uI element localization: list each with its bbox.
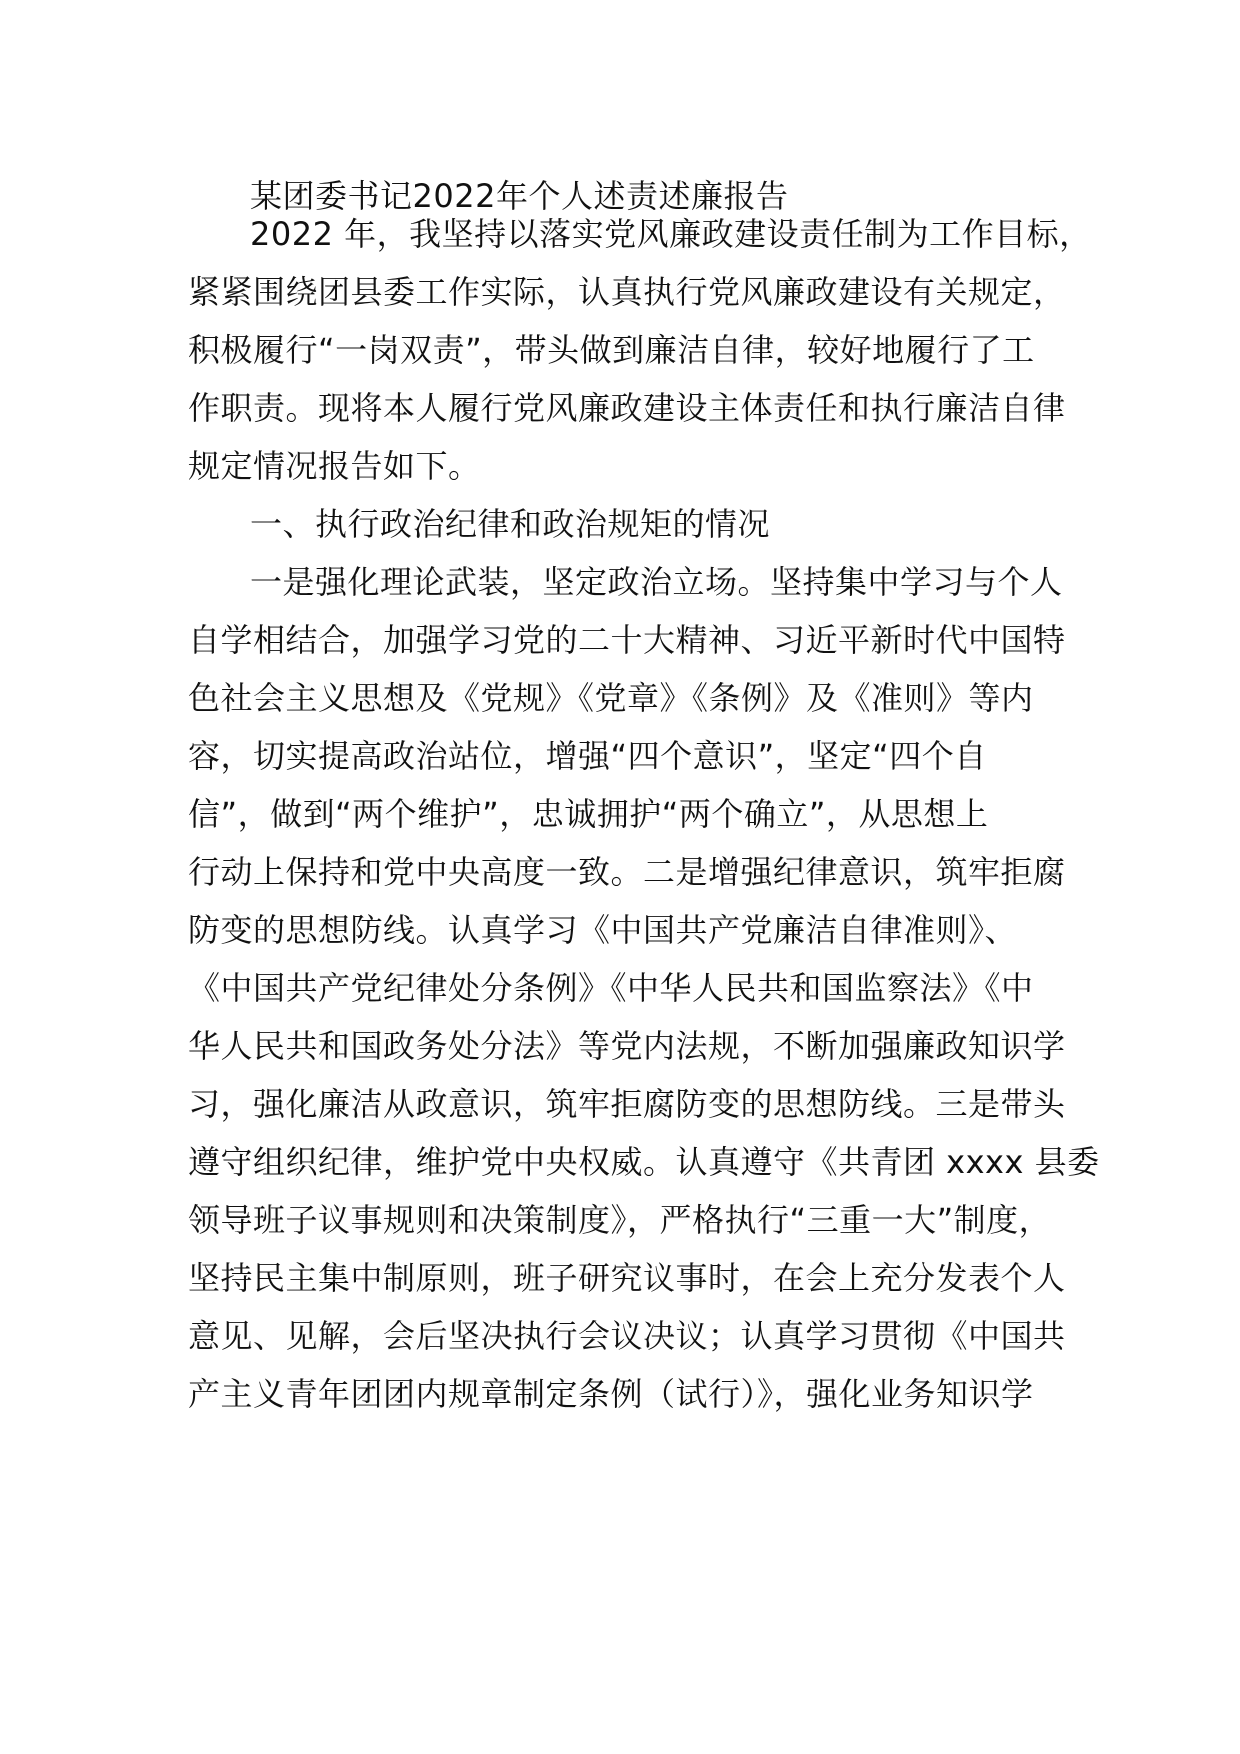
paragraph-line: 作职责。现将本人履行党风廉政建设主体责任和执行廉洁自律 [188, 389, 1066, 427]
paragraph-line: 产主义青年团团内规章制定条例（试行）》，强化业务知识学 [188, 1375, 1034, 1413]
paragraph-line: 2022 年，我坚持以落实党风廉政建设责任制为工作目标， [250, 215, 1092, 253]
paragraph-line: 华人民共和国政务处分法》等党内法规，不断加强廉政知识学 [188, 1027, 1066, 1065]
paragraph-line: 自学相结合，加强学习党的二十大精神、习近平新时代中国特 [188, 621, 1066, 659]
section-heading: 一、执行政治纪律和政治规矩的情况 [250, 505, 771, 543]
paragraph-line: 《中国共产党纪律处分条例》《中华人民共和国监察法》《中 [188, 969, 1034, 1007]
paragraph-line: 习，强化廉洁从政意识，筑牢拒腐防变的思想防线。三是带头 [188, 1085, 1066, 1123]
paragraph-line: 遵守组织纪律，维护党中央权威。认真遵守《共青团 xxxx 县委 [188, 1143, 1100, 1181]
paragraph-line: 意见、见解，会后坚决执行会议决议；认真学习贯彻《中国共 [188, 1317, 1066, 1355]
paragraph-line: 行动上保持和党中央高度一致。二是增强纪律意识，筑牢拒腐 [188, 853, 1066, 891]
paragraph-line: 色社会主义思想及《党规》《党章》《条例》及《准则》等内 [188, 679, 1034, 717]
paragraph-line: 领导班子议事规则和决策制度》，严格执行“三重一大”制度， [188, 1201, 1052, 1239]
paragraph-line: 积极履行“一岗双责”，带头做到廉洁自律，较好地履行了工 [188, 331, 1035, 369]
paragraph-line: 一是强化理论武装，坚定政治立场。坚持集中学习与个人 [250, 563, 1063, 601]
paragraph-line: 坚持民主集中制原则，班子研究议事时，在会上充分发表个人 [188, 1259, 1066, 1297]
paragraph-line: 容，切实提高政治站位，增强“四个意识”，坚定“四个自 [188, 737, 987, 775]
paragraph-line: 规定情况报告如下。 [188, 447, 481, 485]
document-title: 某团委书记2022年个人述责述廉报告 [250, 177, 789, 215]
paragraph-line: 信”，做到“两个维护”，忠诚拥护“两个确立”，从思想上 [188, 795, 989, 833]
paragraph-line: 紧紧围绕团县委工作实际，认真执行党风廉政建设有关规定， [188, 273, 1066, 311]
paragraph-line: 防变的思想防线。认真学习《中国共产党廉洁自律准则》、 [188, 911, 1018, 949]
